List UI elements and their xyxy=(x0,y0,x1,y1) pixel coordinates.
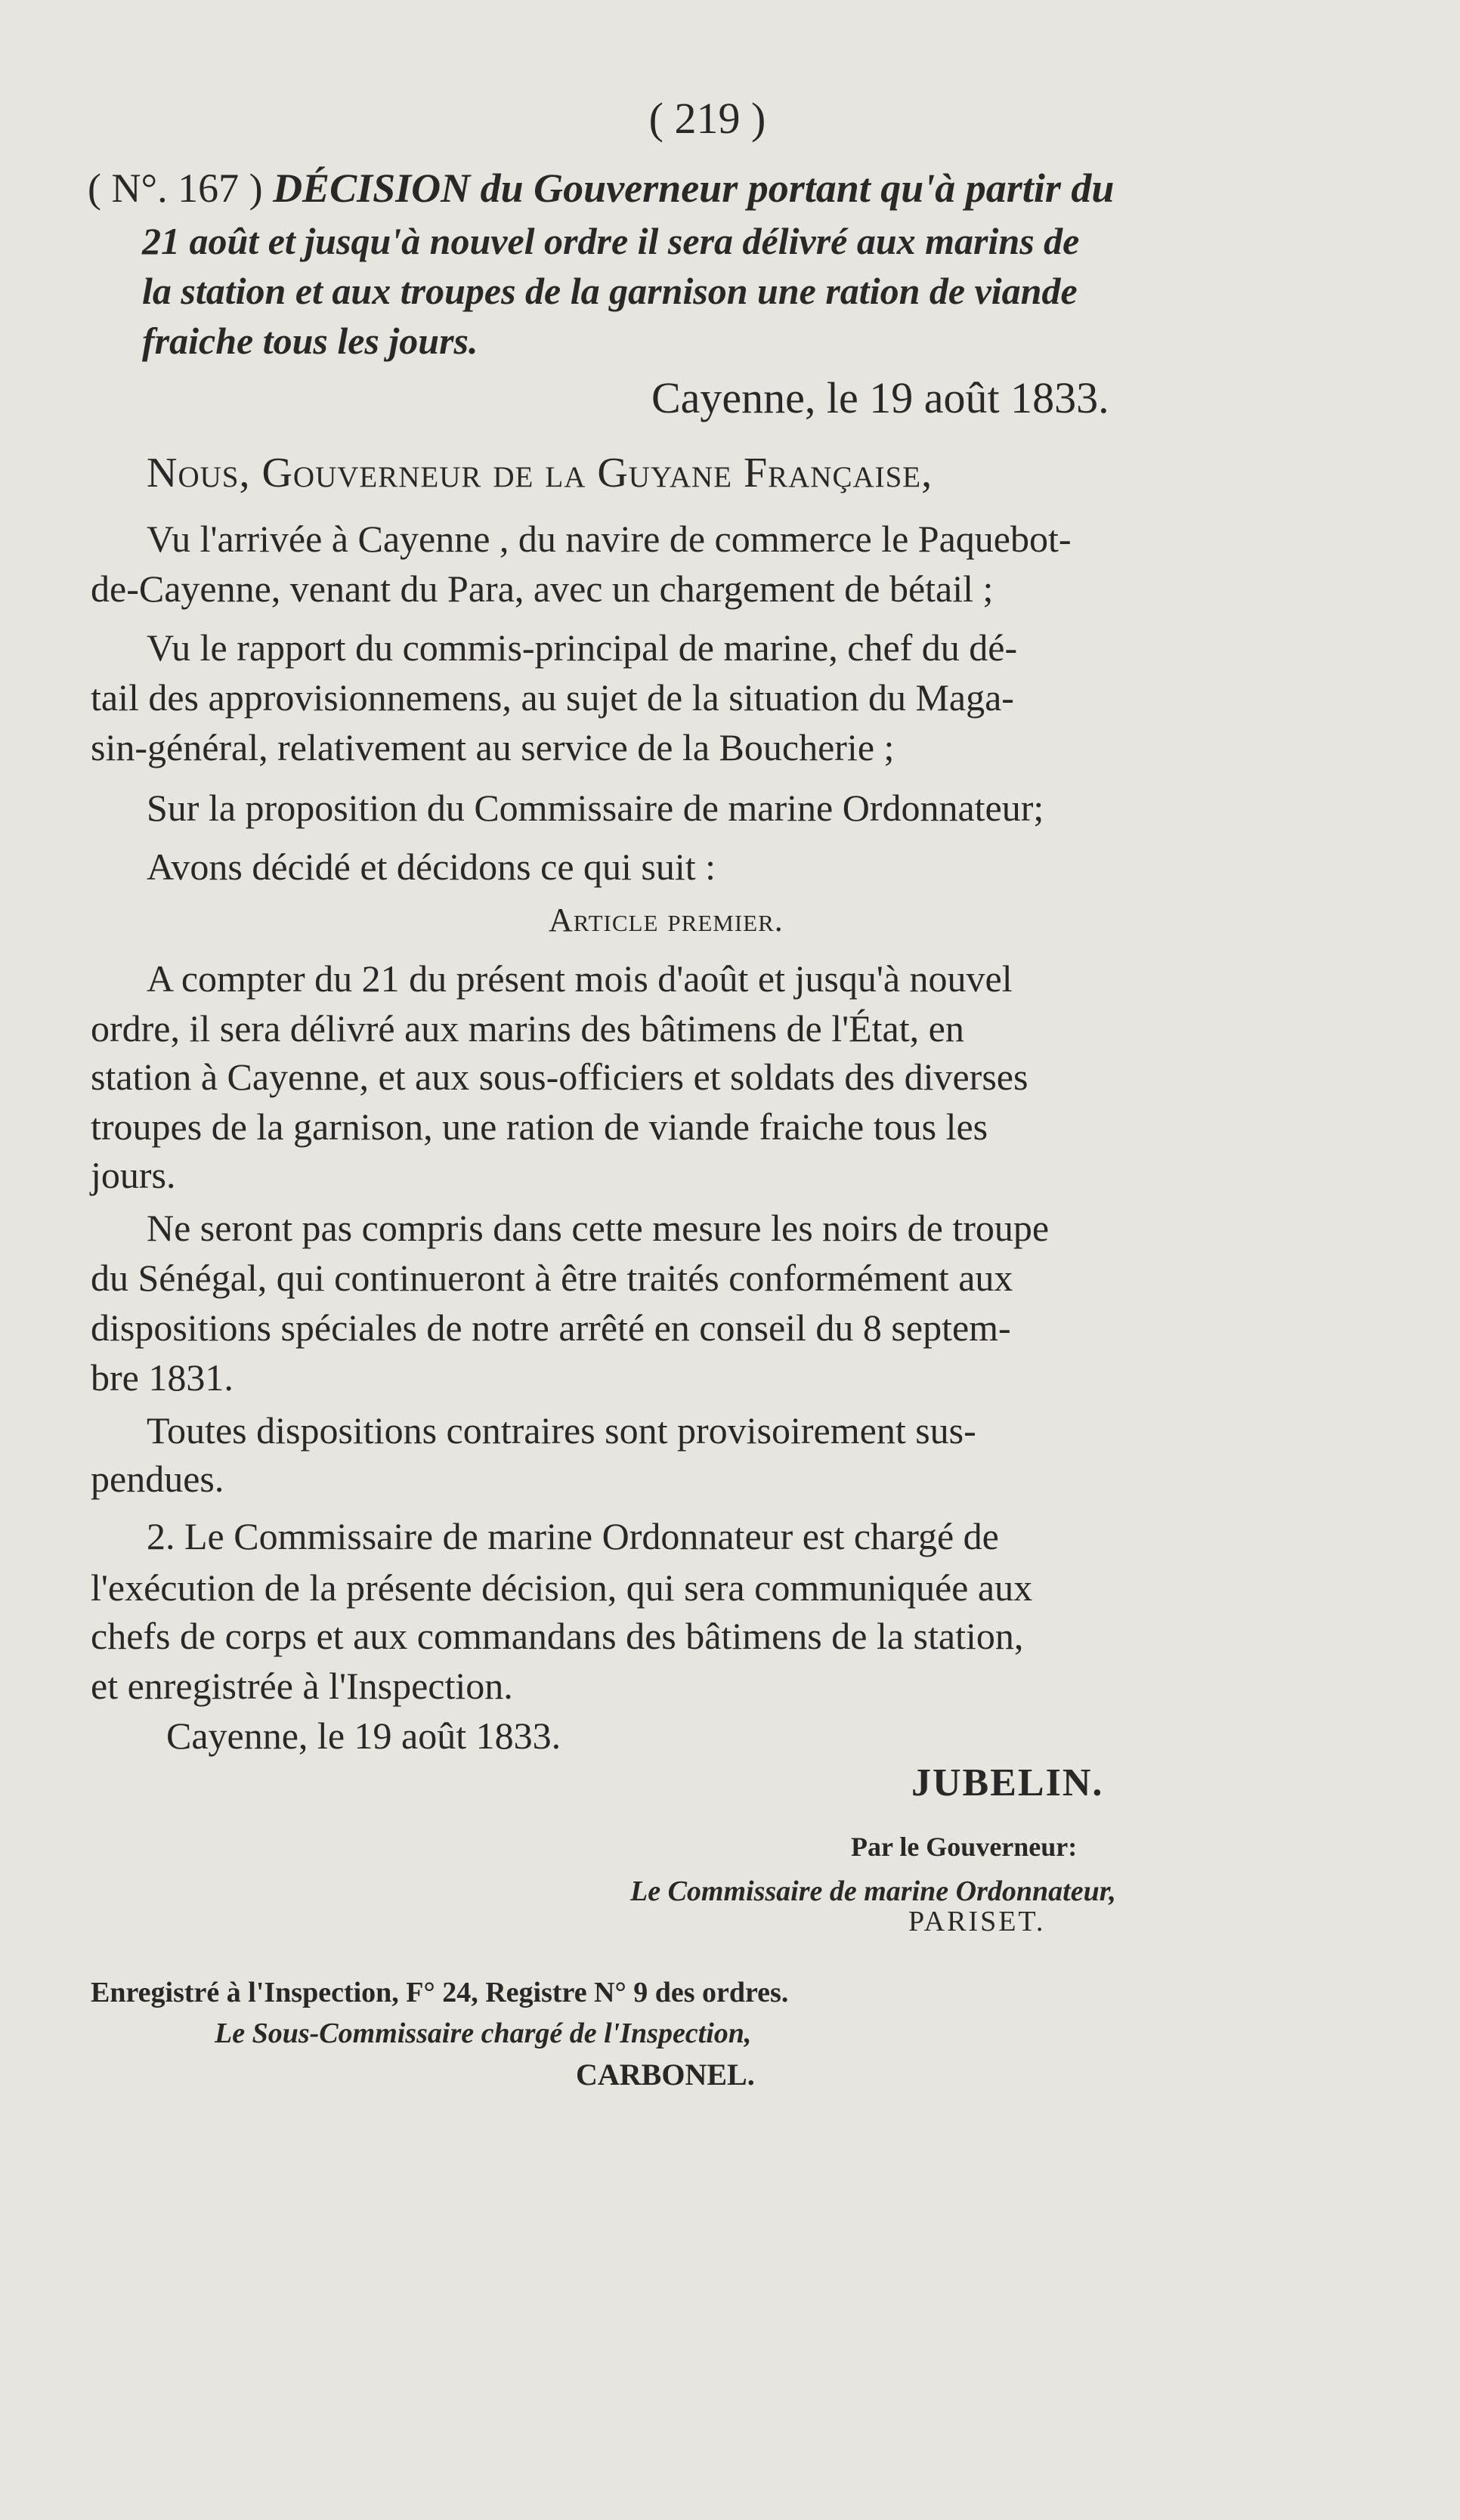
sous-commissaire-title: Le Sous-Commissaire chargé de l'Inspection, xyxy=(215,2018,752,2049)
article-line-12: 2. Le Commissaire de marine Ordonnateur est chargé de xyxy=(147,1515,999,1557)
article-line-8: dispositions spéciales de notre arrêté en conseil du 8 septem- xyxy=(91,1306,1011,1349)
article-line-13: l'exécution de la présente décision, qui sera communiquée aux xyxy=(91,1566,1033,1609)
considerant-line-6: Sur la proposition du Commissaire de marine Ordonnateur; xyxy=(147,787,1044,829)
article-line-14: chefs de corps et aux commandans des bâtimens de la station, xyxy=(91,1615,1024,1657)
decision-title: DÉCISION du Gouverneur portant qu'à partir du xyxy=(273,165,1115,211)
decision-heading-line-4: fraiche tous les jours. xyxy=(142,320,478,362)
considerant-line-5: sin-général, relativement au service de la Boucherie ; xyxy=(91,726,895,768)
par-le-gouverneur: Par le Gouverneur: xyxy=(851,1832,1078,1862)
governor-signature: JUBELIN. xyxy=(911,1761,1104,1804)
commissaire-name: PARISET. xyxy=(908,1906,1046,1937)
decision-heading-line-2: 21 août et jusqu'à nouvel ordre il sera délivré aux marins de xyxy=(142,220,1080,262)
article-line-15: et enregistrée à l'Inspection. xyxy=(91,1665,513,1707)
article-line-9: bre 1831. xyxy=(91,1356,234,1399)
article-line-1: A compter du 21 du présent mois d'août et jusqu'à nouvel xyxy=(147,957,1013,1000)
closing-date: Cayenne, le 19 août 1833. xyxy=(166,1715,561,1757)
article-line-6: Ne seront pas compris dans cette mesure les noirs de troupe xyxy=(147,1207,1050,1249)
page-number: ( 219 ) xyxy=(648,94,766,143)
considerant-line-4: tail des approvisionnemens, au sujet de la situation du Maga- xyxy=(91,676,1014,719)
considerant-line-7: Avons décidé et décidons ce qui suit : xyxy=(147,846,716,888)
decision-heading-line-3: la station et aux troupes de la garnison une ration de viande xyxy=(142,270,1078,312)
considerant-line-1: Vu l'arrivée à Cayenne , du navire de commerce le Paquebot- xyxy=(147,518,1072,560)
sous-commissaire-name: CARBONEL. xyxy=(576,2058,755,2092)
commissaire-title: Le Commissaire de marine Ordonnateur, xyxy=(630,1875,1116,1907)
article-line-2: ordre, il sera délivré aux marins des bâtimens de l'État, en xyxy=(91,1007,964,1050)
article-line-11: pendues. xyxy=(91,1458,224,1500)
decision-heading-line-1 xyxy=(88,165,1115,211)
article-line-4: troupes de la garnison, une ration de viande fraiche tous les xyxy=(91,1105,988,1148)
article-line-7: du Sénégal, qui continueront à être traités conformément aux xyxy=(91,1257,1013,1299)
considerant-line-3: Vu le rapport du commis-principal de marine, chef du dé- xyxy=(147,626,1018,669)
article-line-10: Toutes dispositions contraires sont provisoirement sus- xyxy=(147,1409,976,1452)
article-line-3: station à Cayenne, et aux sous-officiers et soldats des diverses xyxy=(91,1056,1028,1098)
article-line-5: jours. xyxy=(91,1154,176,1196)
preamble: Nous, Gouverneur de la Guyane Française, xyxy=(147,450,933,496)
article-title: Article premier. xyxy=(549,901,784,938)
decision-number: ( N°. 167 ) xyxy=(88,165,263,211)
considerant-line-2: de-Cayenne, venant du Para, avec un chargement de bétail ; xyxy=(91,567,994,610)
dateline: Cayenne, le 19 août 1833. xyxy=(651,373,1109,422)
registration-note: Enregistré à l'Inspection, F° 24, Registre N° 9 des ordres. xyxy=(91,1977,789,2008)
